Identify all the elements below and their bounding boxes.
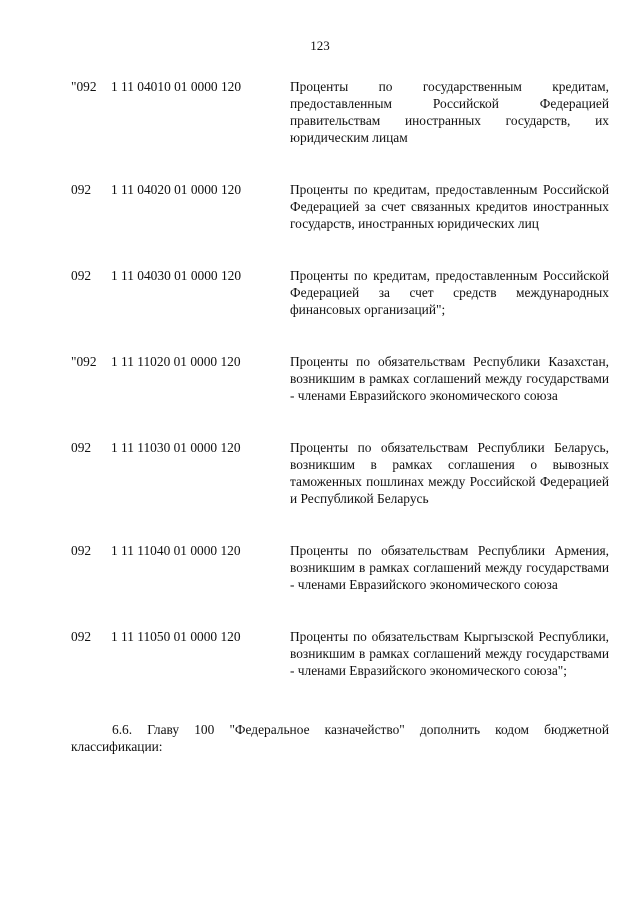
closing-paragraph: 6.6. Главу 100 "Федеральное казначейство" дополнить кодом бюджетной классификации: — [71, 722, 609, 755]
classification-code: 1 11 11050 01 0000 120 — [111, 629, 241, 644]
classification-code: 1 11 11030 01 0000 120 — [111, 440, 241, 455]
classification-code: 1 11 04010 01 0000 120 — [111, 79, 242, 94]
entry-description: Проценты по кредитам, предоставленным Российской Федерацией за счет средств международных финансовых организаций"; — [290, 268, 609, 317]
entry-description: Проценты по обязательствам Республики Беларусь, возникшим в рамках соглашения о вывозных таможенных пошлинах между Российской Федерацией и Республикой Беларусь — [290, 440, 609, 506]
admin-code: 092 — [71, 268, 92, 283]
admin-code: "092 — [71, 354, 97, 369]
admin-code: "092 — [71, 79, 97, 94]
admin-code: 092 — [71, 543, 92, 558]
classification-code: 1 11 11040 01 0000 120 — [111, 543, 241, 558]
entry-description: Проценты по обязательствам Кыргызской Республики, возникшим в рамках соглашений между государствами - членами Евразийского экономического союза"; — [290, 629, 609, 678]
budget-code-entry — [71, 353, 609, 404]
admin-code: 092 — [71, 182, 92, 197]
classification-code: 1 11 04030 01 0000 120 — [111, 268, 242, 283]
admin-code: 092 — [71, 440, 92, 455]
classification-code: 1 11 04020 01 0000 120 — [111, 182, 242, 197]
admin-code: 092 — [71, 629, 92, 644]
budget-code-entry — [71, 78, 609, 146]
budget-code-entry — [71, 542, 609, 593]
budget-code-table — [71, 78, 609, 714]
entry-description: Проценты по обязательствам Республики Армения, возникшим в рамках соглашений между государствами - членами Евразийского экономического союза — [290, 543, 609, 592]
budget-code-entry — [71, 628, 609, 679]
entry-description: Проценты по обязательствам Республики Казахстан, возникшим в рамках соглашений между государствами - членами Евразийского экономического союза — [290, 354, 609, 403]
entry-description: Проценты по государственным кредитам, предоставленным Российской Федерацией правительствам иностранных государств, их юридическим лицам — [290, 79, 609, 145]
budget-code-entry — [71, 439, 609, 507]
classification-code: 1 11 11020 01 0000 120 — [111, 354, 241, 369]
budget-code-entry — [71, 181, 609, 232]
page-number: 123 — [310, 38, 330, 53]
budget-code-entry — [71, 267, 609, 318]
entry-description: Проценты по кредитам, предоставленным Российской Федерацией за счет связанных кредитов иностранных государств, иностранных юридических лиц — [290, 182, 609, 231]
